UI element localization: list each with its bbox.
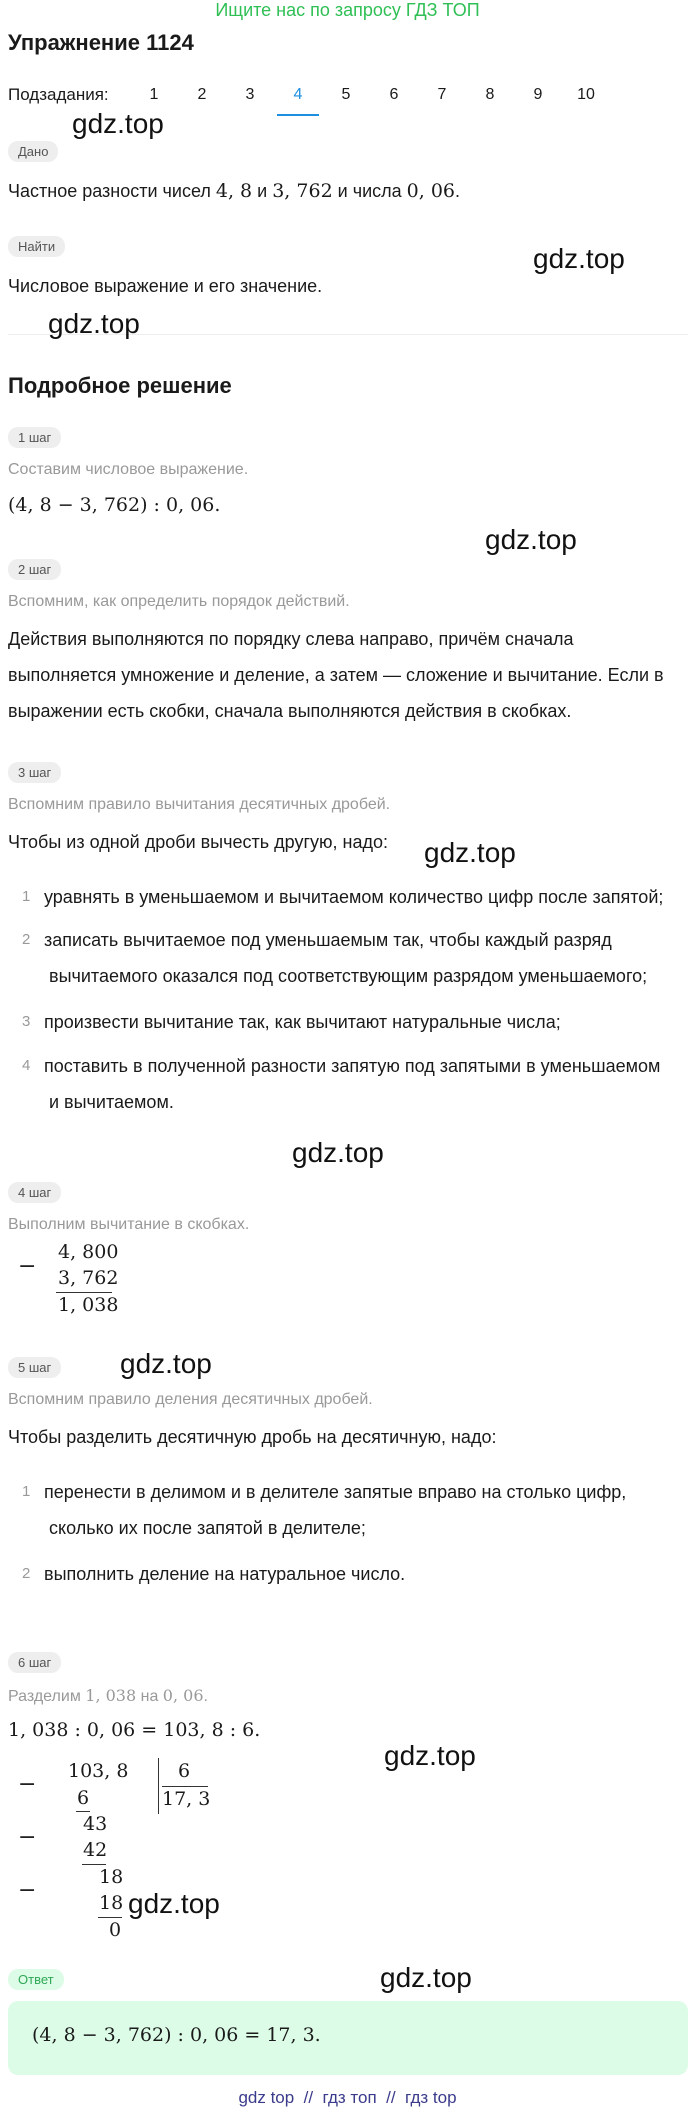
divisor: 6 (178, 1760, 191, 1782)
list-number: 4 (22, 1057, 31, 1074)
step1-badge: 1 шаг (8, 427, 61, 448)
tab-subtask-10[interactable]: 10 (577, 86, 595, 103)
find-badge: Найти (8, 236, 65, 257)
list-item: записать вычитаемое под уменьшаемым так, чтобы каждый разряд (44, 930, 612, 950)
list-item: перенести в делимом и в делителе запятые вправо на столько цифр, (44, 1482, 627, 1502)
difference: 1, 038 (58, 1294, 119, 1316)
division-minus-2: − (18, 1825, 37, 1850)
footer-links[interactable]: gdz top // гдз топ // гдз top (238, 2088, 457, 2107)
step5-badge: 5 шаг (8, 1357, 61, 1378)
subtrahend: 3, 762 (58, 1267, 119, 1289)
step2-line-2: выполняется умножение и деление, а затем — сложение и вычитание. Если в (8, 665, 664, 685)
list-item: сколько их после запятой в делителе; (44, 1518, 366, 1538)
watermark: gdz.top (380, 1962, 472, 1993)
tab-subtask-7[interactable]: 7 (437, 86, 447, 103)
division-vertical-line (158, 1758, 159, 1814)
tab-subtask-6[interactable]: 6 (389, 86, 399, 103)
watermark: gdz.top (384, 1740, 476, 1771)
watermark: gdz.top (128, 1888, 220, 1919)
division-line-1 (76, 1811, 90, 1812)
step6-badge: 6 шаг (8, 1652, 61, 1673)
tab-subtask-3[interactable]: 3 (245, 86, 255, 103)
division-row-4: 18 (99, 1866, 124, 1888)
watermark: gdz.top (72, 108, 164, 139)
answer-expression: (4, 8 − 3, 762) : 0, 06 = 17, 3. (32, 2024, 321, 2046)
tab-subtask-8[interactable]: 8 (485, 86, 495, 103)
list-number: 3 (22, 1013, 31, 1030)
step3-hint: Вспомним правило вычитания десятичных дробей. (8, 796, 391, 813)
tab-subtask-1[interactable]: 1 (149, 86, 159, 103)
tab-subtask-5[interactable]: 5 (341, 86, 351, 103)
watermark: gdz.top (292, 1137, 384, 1168)
dividend: 103, 8 (68, 1760, 129, 1782)
list-item: и вычитаемом. (44, 1092, 174, 1112)
step2-line-3: выражении есть скобки, сначала выполняются действия в скобках. (8, 701, 572, 721)
list-item: выполнить деление на натуральное число. (44, 1564, 406, 1584)
step4-badge: 4 шаг (8, 1182, 61, 1203)
list-item: поставить в полученной разности запятую под запятыми в уменьшаемом (44, 1056, 661, 1076)
division-line-2 (82, 1864, 106, 1865)
list-number: 1 (22, 888, 31, 905)
watermark: gdz.top (533, 243, 625, 274)
division-row-3: 42 (83, 1839, 108, 1861)
list-number: 1 (22, 1483, 31, 1500)
given-badge: Дано (8, 141, 58, 162)
step6-equation: 1, 038 : 0, 06 = 103, 8 : 6. (8, 1719, 261, 1741)
find-text: Числовое выражение и его значение. (8, 276, 323, 296)
division-row-2: 43 (83, 1813, 108, 1835)
list-item: вычитаемого оказался под соответствующим разрядом уменьшаемого; (44, 966, 648, 986)
tab-subtask-4[interactable]: 4 (274, 78, 322, 116)
division-minus-1: − (18, 1772, 37, 1797)
step1-expression: (4, 8 − 3, 762) : 0, 06. (8, 494, 221, 516)
watermark: gdz.top (48, 308, 140, 339)
solution-title: Подробное решение (8, 373, 232, 398)
list-item: уравнять в уменьшаемом и вычитаемом количество цифр после запятой; (44, 887, 664, 907)
minuend: 4, 800 (58, 1241, 119, 1263)
given-text: Частное разности чисел 4, 8 и 3, 762 и числа 0, 06. (8, 180, 461, 202)
divisor-line (162, 1786, 208, 1787)
division-row-5: 18 (99, 1892, 124, 1914)
quotient: 17, 3 (162, 1788, 211, 1810)
step2-line-1: Действия выполняются по порядку слева направо, причём сначала (8, 629, 574, 649)
promo-banner[interactable]: Ищите нас по запросу ГДЗ ТОП (215, 0, 480, 20)
step5-intro: Чтобы разделить десятичную дробь на десятичную, надо: (8, 1427, 497, 1447)
subtasks-label: Подзадания: (8, 85, 109, 104)
watermark: gdz.top (485, 524, 577, 555)
step5-hint: Вспомним правило деления десятичных дробей. (8, 1391, 373, 1408)
list-number: 2 (22, 931, 31, 948)
step3-intro: Чтобы из одной дроби вычесть другую, надо: (8, 832, 388, 852)
division-minus-3: − (18, 1878, 37, 1903)
step2-badge: 2 шаг (8, 559, 61, 580)
subtraction-line (56, 1292, 112, 1293)
list-item: произвести вычитание так, как вычитают натуральные числа; (44, 1012, 561, 1032)
watermark: gdz.top (120, 1348, 212, 1379)
step1-hint: Составим числовое выражение. (8, 461, 249, 478)
subtasks-tabs (130, 78, 610, 116)
division-line-3 (98, 1917, 122, 1918)
list-number: 2 (22, 1565, 31, 1582)
step4-hint: Выполним вычитание в скобках. (8, 1216, 250, 1233)
tab-subtask-9[interactable]: 9 (533, 86, 543, 103)
subtraction-sign: − (18, 1254, 37, 1279)
watermark: gdz.top (424, 837, 516, 868)
division-row-1: 6 (77, 1787, 90, 1809)
tab-subtask-2[interactable]: 2 (197, 86, 207, 103)
division-row-6: 0 (109, 1919, 122, 1941)
step2-hint: Вспомним, как определить порядок действий. (8, 593, 350, 610)
page-title: Упражнение 1124 (8, 30, 194, 55)
answer-box (8, 2001, 688, 2075)
answer-badge: Ответ (8, 1969, 64, 1990)
step3-badge: 3 шаг (8, 762, 61, 783)
step6-hint: Разделим 1, 038 на 0, 06. (8, 1686, 208, 1705)
